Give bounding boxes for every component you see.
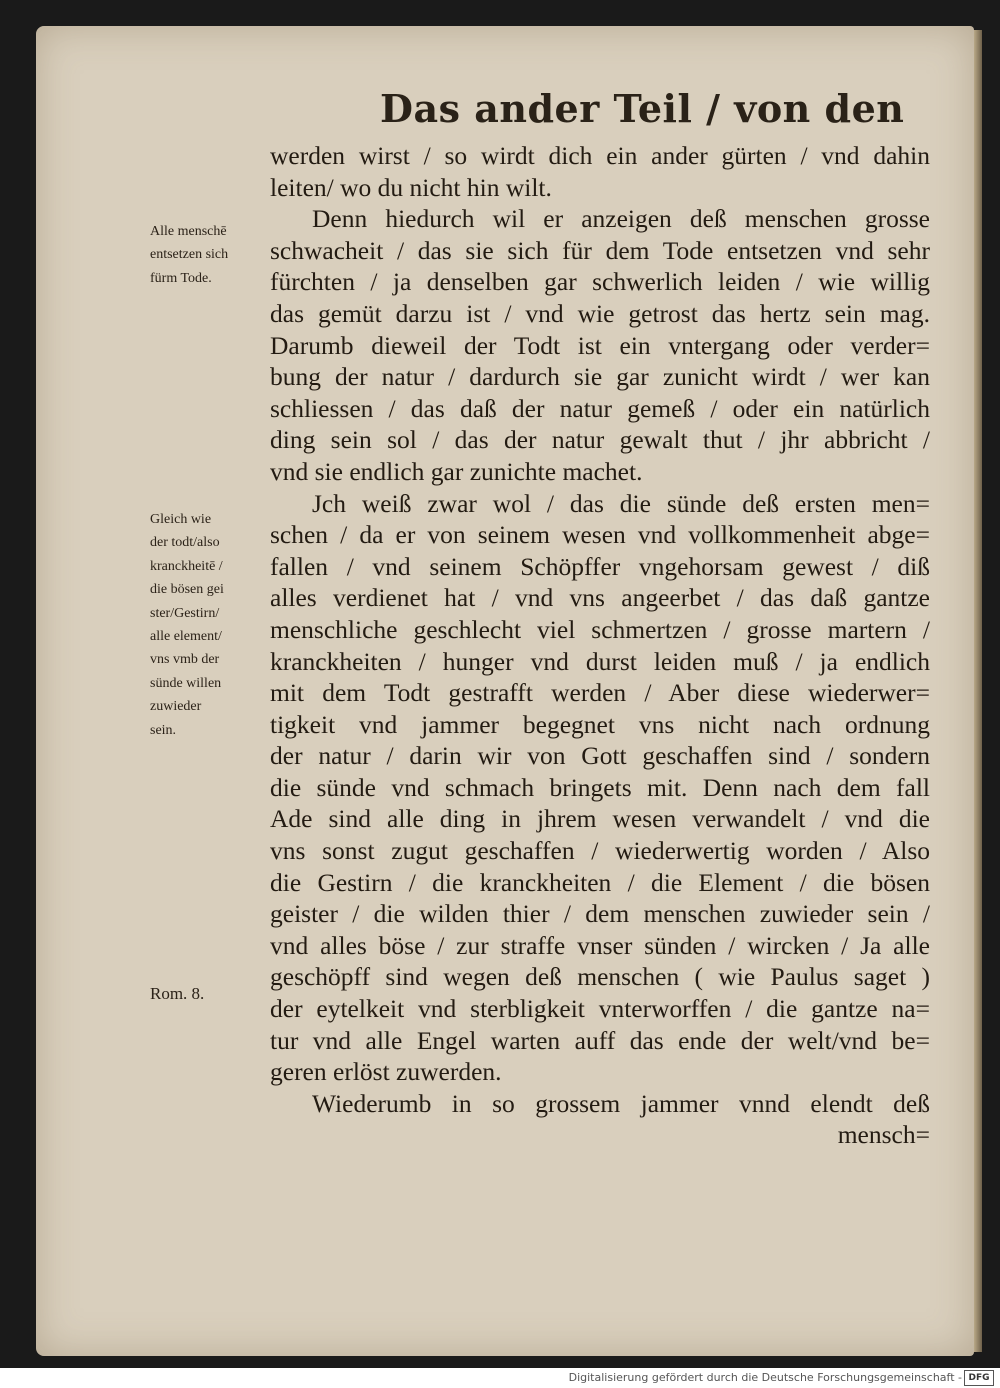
- text-line: der eytelkeit vnd sterbligkeit vnterworffen / die gantze na=: [270, 994, 930, 1024]
- text-line: tigkeit vnd jammer begegnet vns nicht nach ordnung: [270, 709, 930, 739]
- margin-note-death-fear: [150, 220, 268, 290]
- running-head: Das ander Teil / von den: [380, 86, 905, 131]
- text-line: fürchten / ja denselben gar schwerlich leiden / wie willig: [270, 267, 930, 297]
- text-line: fallen / vnd seinem Schöpffer vngehorsam gewest / diß: [270, 551, 930, 581]
- text-line: Ade sind alle ding in jhrem wesen verwandelt / vnd die: [270, 804, 930, 834]
- text-line: Darumb dieweil der Todt ist ein vntergang oder verder=: [270, 330, 930, 360]
- text-line: mit dem Todt gestrafft werden / Aber diese wiederwer=: [270, 678, 930, 708]
- text-line: vnd alles böse / zur straffe vnser sünden / wircken / Ja alle: [270, 930, 930, 960]
- page-edge: [974, 30, 982, 1352]
- text-line: werden wirst / so wirdt dich ein ander gürten / vnd dahin: [270, 141, 930, 170]
- margin-note-line: vns vmb der: [150, 652, 220, 668]
- text-line: die Gestirn / die kranckheiten / die Element / die bösen: [270, 867, 930, 897]
- text-line: geschöpff sind wegen deß menschen ( wie Paulus saget ): [270, 962, 930, 992]
- margin-note-line: fürm Tode.: [150, 270, 212, 286]
- text-line: geren erlöst zuwerden.: [270, 1057, 502, 1087]
- margin-note-line: Rom. 8.: [150, 984, 205, 1003]
- margin-note-line: der todt/also: [150, 535, 220, 551]
- margin-note-line: alle element/: [150, 628, 222, 644]
- text-line: menschliche geschlecht viel schmertzen / grosse martern /: [270, 614, 930, 644]
- body-text: [270, 140, 930, 1151]
- footer-credit: Digitalisierung gefördert durch die Deutsche Forschungsgemeinschaft -: [568, 1371, 962, 1384]
- margin-note-line: zuwieder: [150, 699, 202, 715]
- margin-note-sin: [150, 508, 268, 742]
- text-line: leiten/ wo du nicht hin wilt.: [270, 172, 552, 202]
- text-line: schwacheit / das sie sich für dem Tode entsetzen vnd sehr: [270, 235, 930, 265]
- text-line: die sünde vnd schmach bringets mit. Denn nach dem fall: [270, 772, 930, 802]
- margin-note-romans: [150, 982, 268, 1005]
- text-line: ding sein sol / das der natur gewalt thut / jhr abbricht /: [270, 425, 930, 455]
- text-line: kranckheiten / hunger vnd durst leiden muß / ja endlich: [270, 646, 930, 676]
- text-line: bung der natur / dardurch sie gar zunicht wirdt / wer kan: [270, 362, 930, 392]
- margin-note-line: Gleich wie: [150, 512, 212, 527]
- margin-note-line: sünde willen: [150, 675, 222, 691]
- text-line: Denn hiedurch wil er anzeigen deß menschen grosse: [312, 204, 930, 234]
- margin-note-line: sein.: [150, 722, 177, 738]
- text-line: alles verdienet hat / vnd vns angeerbet / das daß gantze: [270, 583, 930, 613]
- text-line: der natur / darin wir von Gott geschaffen sind / sondern: [270, 741, 930, 771]
- text-line: vns sonst zugut geschaffen / wiederwertig worden / Also: [270, 836, 930, 866]
- margin-note-line: entsetzen sich: [150, 247, 229, 263]
- margin-note-line: Alle menschē: [150, 224, 227, 239]
- text-line: Jch weiß zwar wol / das die sünde deß ersten men=: [312, 488, 930, 518]
- text-line: geister / die wilden thier / dem menschen zuwieder sein /: [270, 899, 930, 929]
- dfg-logo: DFG: [964, 1370, 994, 1386]
- text-line: das gemüt darzu ist / vnd wie getrost das hertz sein mag.: [270, 298, 930, 328]
- text-line: vnd sie endlich gar zunichte machet.: [270, 456, 643, 486]
- text-line: Wiederumb in so grossem jammer vnnd elendt deß: [312, 1088, 930, 1118]
- text-line: schliessen / das daß der natur gemeß / oder ein natürlich: [270, 393, 930, 423]
- margin-note-line: ster/Gestirn/: [150, 605, 220, 621]
- margin-note-line: kranckheitē /: [150, 558, 223, 574]
- text-line: tur vnd alle Engel warten auff das ende der welt/vnd be=: [270, 1025, 930, 1055]
- margin-note-line: die bösen gei: [150, 582, 224, 598]
- text-line: schen / da er von seinem wesen vnd vollkommenheit abge=: [270, 520, 930, 550]
- text-line: mensch=: [837, 1120, 930, 1150]
